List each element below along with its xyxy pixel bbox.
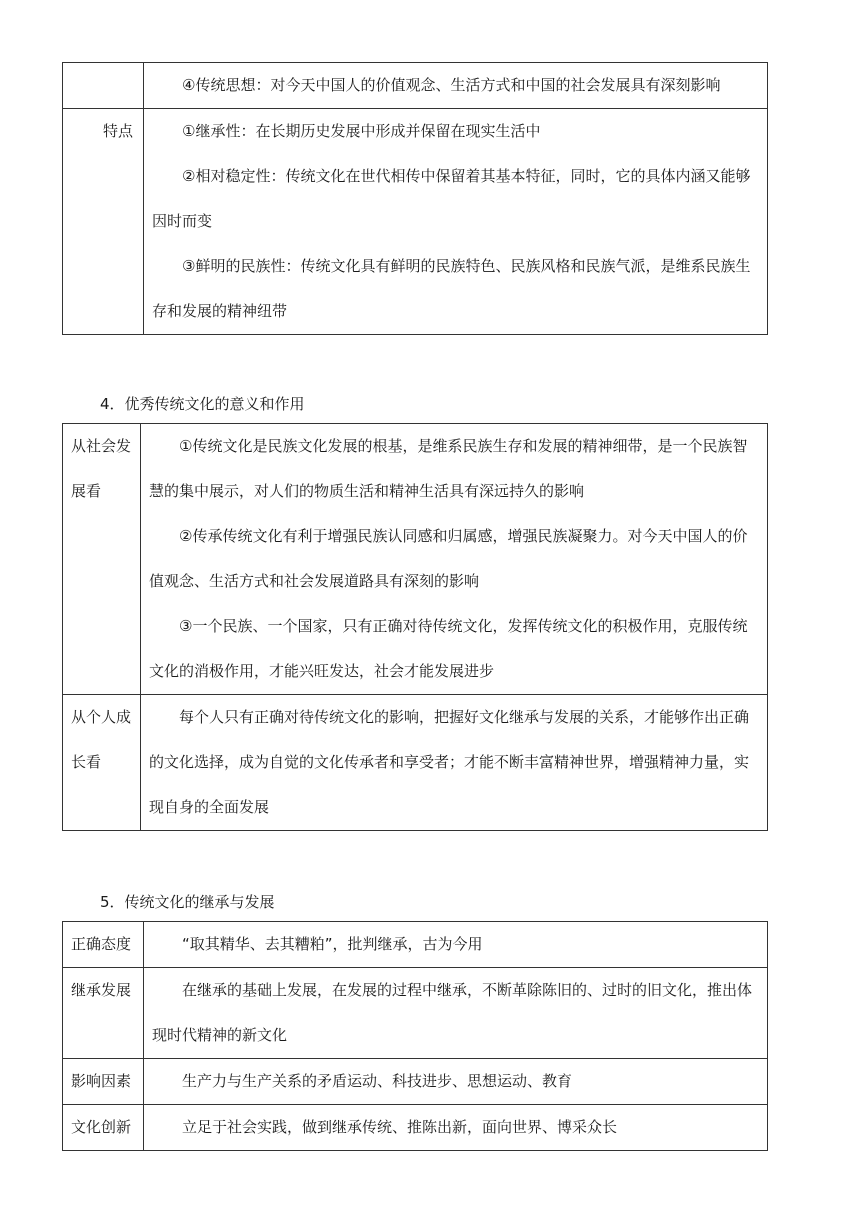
- row-label: 从社会发展看: [63, 424, 141, 695]
- table-row: [63, 968, 768, 1059]
- content-paragraph: “取其精华、去其糟粕”，批判继承，古为今用: [182, 935, 483, 953]
- row-content: [144, 922, 768, 968]
- section-heading: 5．传统文化的继承与发展: [100, 893, 275, 911]
- feature-item: ②相对稳定性：传统文化在世代相传中保留着其基本特征，同时，它的具体内涵又能够因时而变: [152, 167, 751, 230]
- row-content: [141, 424, 768, 695]
- section-heading: 4．优秀传统文化的意义和作用: [100, 395, 305, 413]
- feature-item: ③鲜明的民族性：传统文化具有鲜明的民族特色、民族风格和民族气派，是维系民族生存和发展的精神纽带: [152, 257, 751, 320]
- table-row: [63, 1105, 768, 1151]
- table-row: [63, 424, 768, 695]
- table-row: [63, 922, 768, 968]
- row-content: [144, 109, 768, 335]
- feature-item: ①继承性：在长期历史发展中形成并保留在现实生活中: [182, 122, 541, 140]
- significance-item: ②传承传统文化有利于增强民族认同感和归属感，增强民族凝聚力。对今天中国人的价值观念、生活方式和社会发展道路具有深刻的影响: [149, 527, 748, 590]
- content-paragraph: 生产力与生产关系的矛盾运动、科技进步、思想运动、教育: [182, 1072, 573, 1090]
- culture-significance-table: [62, 423, 768, 831]
- row-label: 影响因素: [63, 1059, 144, 1105]
- table-row: [63, 1059, 768, 1105]
- row-content: [144, 1105, 768, 1151]
- content-paragraph: 在继承的基础上发展，在发展的过程中继承，不断革除陈旧的、过时的旧文化，推出体现时代精神的新文化: [152, 981, 753, 1044]
- significance-item: 每个人只有正确对待传统文化的影响，把握好文化继承与发展的关系，才能够作出正确的文化选择，成为自觉的文化传承者和享受者；才能不断丰富精神世界，增强精神力量，实现自身的全面发展: [149, 708, 750, 816]
- row-content: [144, 968, 768, 1059]
- content-paragraph: 立足于社会实践，做到继承传统、推陈出新，面向世界、博采众长: [182, 1118, 618, 1136]
- significance-item: ①传统文化是民族文化发展的根基，是维系民族生存和发展的精神细带，是一个民族智慧的集中展示，对人们的物质生活和精神生活具有深远持久的影响: [149, 437, 748, 500]
- table-row: [63, 109, 768, 335]
- row-label: [63, 63, 144, 109]
- content-paragraph: ④传统思想：对今天中国人的价值观念、生活方式和中国的社会发展具有深刻影响: [182, 76, 721, 94]
- inheritance-development-table: [62, 921, 768, 1151]
- row-content: [141, 695, 768, 831]
- traditional-culture-features-table: [62, 62, 768, 335]
- row-label: 正确态度: [63, 922, 144, 968]
- table-row: [63, 63, 768, 109]
- row-content: [144, 1059, 768, 1105]
- significance-item: ③一个民族、一个国家，只有正确对待传统文化，发挥传统文化的积极作用，克服传统文化的消极作用，才能兴旺发达，社会才能发展进步: [149, 617, 748, 680]
- row-label: 继承发展: [63, 968, 144, 1059]
- row-label: 文化创新: [63, 1105, 144, 1151]
- table-row: [63, 695, 768, 831]
- row-label: 特点: [63, 109, 144, 335]
- row-label: 从个人成长看: [63, 695, 141, 831]
- row-content: [144, 63, 768, 109]
